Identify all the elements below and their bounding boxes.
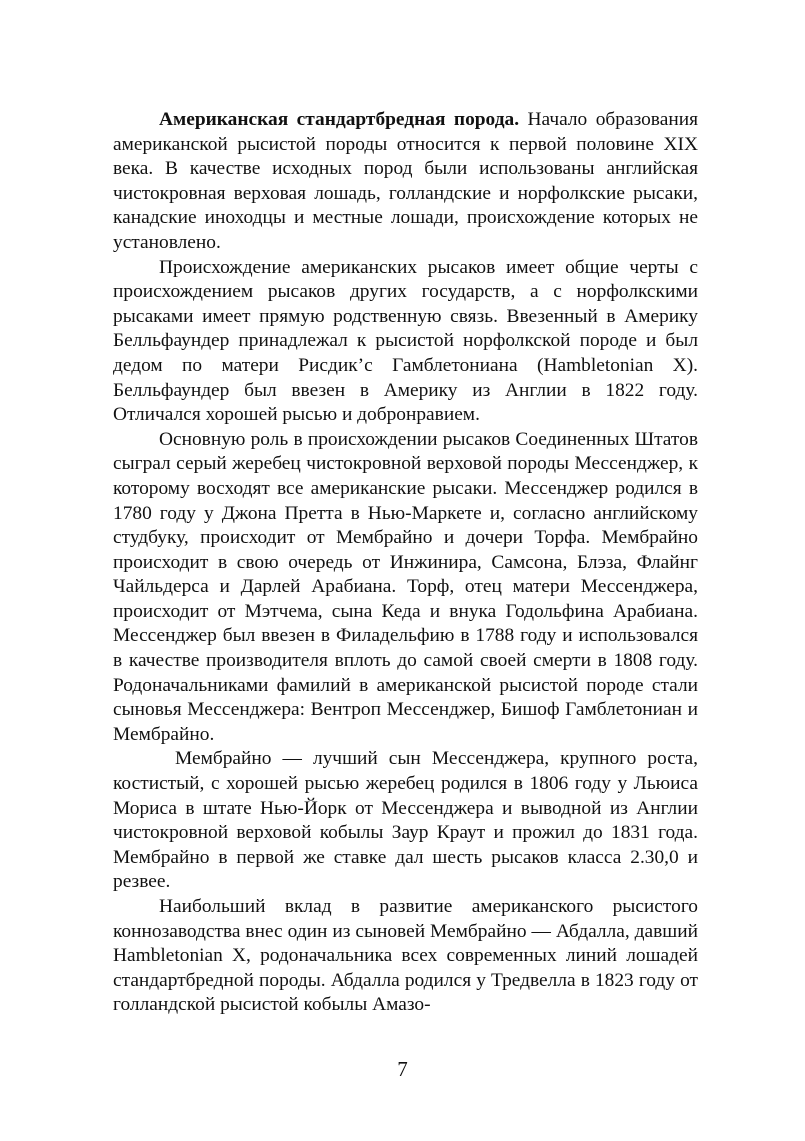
body-text (113, 108, 698, 1018)
paragraph-3: Основную роль в происхождении рысаков Соединенных Штатов сыграл серый жеребец чистокровной верховой породы Мессенджер, к которому восходят все американские рысаки. Мессенджер родился в 1780 году у Джона Претта в Нью-Маркете и, согласно английскому студбуку, происходит от Мембрайно и дочери Торфа. Мембрайно происходит в свою очередь от Инжинира, Самсона, Блэза, Флайнг Чайльдерса и Дарлей Арабиана. Торф, отец матери Мессенджера, происходит от Мэтчема, сына Кеда и внука Годольфина Арабиана. Мессенджер был ввезен в Филадельфию в 1788 году и использовался в качестве производителя вплоть до самой своей смерти в 1808 году. Родоначальниками фамилий в американской рысистой породе стали сыновья Мессенджера: Вентроп Мессенджер, Бишоф Гамблетониан и Мембрайно. (113, 428, 698, 745)
paragraph-1-text: Начало образования американской рысистой породы относится к первой половине XIX века. В качестве исходных пород были использованы английская чистокровная верховая лошадь, голландские и норфолкские рысаки, канадские иноходцы и местные лошади, происхождение которых не установлено. (113, 109, 698, 253)
paragraph-4: Мембрайно — лучший сын Мессенджера, крупного роста, костистый, с хорошей рысью жеребец родился в 1806 году у Льюиса Мориса в штате Нью-Йорк от Мессенджера и выводной из Англии чистокровной верховой кобылы Заур Краут и прожил до 1831 года. Мембрайно в первой же ставке дал шесть рысаков класса 2.30,0 и резвее. (113, 748, 698, 893)
section-heading: Американская стандартбредная порода. (159, 109, 520, 130)
paragraph-1 (113, 108, 698, 256)
page-number: 7 (397, 1057, 408, 1081)
paragraph-2: Происхождение американских рысаков имеет общие черты с происхождением рысаков других государств, а с норфолкскими рысаками имеет прямую родственную связь. Ввезенный в Америку Белльфаундер принадлежал к рысистой норфолкской породе и был дедом по матери Рисдик’с Гамблетониана (Hambletonian X). Белльфаундер был ввезен в Америку из Англии в 1822 году. Отличался хорошей рысью и добронравием. (113, 256, 698, 426)
paragraph-5: Наибольший вклад в развитие американского рысистого коннозаводства внес один из сыновей Мембрайно — Абдалла, давший Hambletonian X, родоначальника всех современных линий лошадей стандартбредной породы. Абдалла родился у Тредвелла в 1823 году от голландской рысистой кобылы Амазо- (113, 896, 698, 1016)
